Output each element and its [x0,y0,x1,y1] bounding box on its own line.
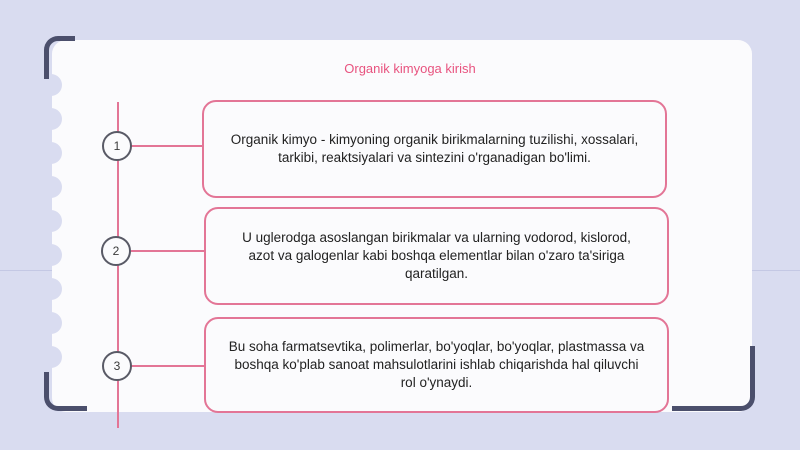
step-box-1 [202,100,667,198]
connector-3 [131,365,205,367]
corner-bracket-bottom-left [44,372,87,411]
step-text-1: Organik kimyo - kimyoning organik birikmalarning tuzilishi, xossalari, tarkibi, reaktsiyalari va sintezini o'rganadigan bo'limi. [230,132,639,165]
step-number-1: 1 [102,131,132,161]
step-text-3: Bu soha farmatsevtika, polimerlar, bo'yoqlar, bo'yoqlar, plastmassa va boshqa ko'plab sanoat mahsulotlarini ishlab chiqarishda hal qiluvchi rol o'ynaydi. [228,339,645,390]
slide-title: Organik kimyoga kirish [344,61,476,76]
step-number-2: 2 [101,236,131,266]
connector-2 [131,250,205,252]
step-box-2 [204,207,669,305]
step-text-2: U uglerodga asoslangan birikmalar va ularning vodorod, kislorod, azot va galogenlar kabi boshqa elementlar bilan o'zaro ta'siriga qaratilgan. [242,230,631,281]
connector-1 [131,145,203,147]
corner-bracket-bottom-right [672,346,755,411]
step-box-3 [204,317,669,413]
step-number-3: 3 [102,351,132,381]
